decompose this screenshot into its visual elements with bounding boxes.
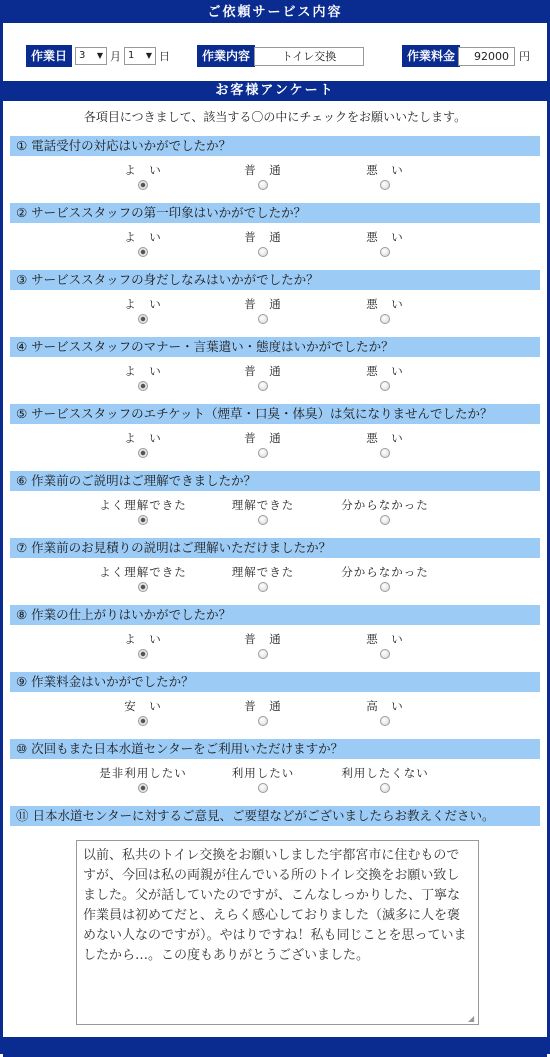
radio-button[interactable]	[380, 448, 390, 458]
answer-option	[315, 364, 455, 391]
option-label: よ い	[124, 297, 162, 311]
answer-option	[193, 632, 333, 659]
survey-header: お客様アンケート	[3, 81, 547, 101]
question-6: ⑥ 作業前のご説明はご理解できましたか？	[10, 471, 540, 491]
service-header: ご依頼サービス内容	[3, 3, 547, 23]
radio-button[interactable]	[138, 180, 148, 190]
radio-button[interactable]	[258, 515, 268, 525]
radio-button[interactable]	[380, 783, 390, 793]
answer-option	[193, 297, 333, 324]
radio-button[interactable]	[258, 716, 268, 726]
radio-button[interactable]	[138, 716, 148, 726]
option-label: 悪 い	[366, 364, 404, 378]
option-label: 悪 い	[366, 230, 404, 244]
radio-button[interactable]	[380, 582, 390, 592]
option-label: 高 い	[366, 699, 404, 713]
fee-label: 作業料金	[402, 45, 460, 67]
answer-option	[315, 431, 455, 458]
radio-button[interactable]	[258, 582, 268, 592]
answer-option	[73, 431, 213, 458]
answer-option	[193, 163, 333, 190]
answer-option	[315, 565, 455, 592]
question-4: ④ サービススタッフのマナー・言葉遣い・態度はいかがでしたか？	[10, 337, 540, 357]
resize-grip-icon[interactable]: ◢	[468, 1014, 475, 1023]
answer-option	[193, 766, 333, 793]
day-select[interactable]: 1 ▼	[124, 47, 156, 65]
answer-option	[315, 498, 455, 525]
radio-button[interactable]	[380, 649, 390, 659]
answer-option	[73, 297, 213, 324]
option-label: 普 通	[244, 431, 282, 445]
radio-button[interactable]	[258, 314, 268, 324]
service-details	[3, 23, 547, 81]
option-label: 安 い	[124, 699, 162, 713]
radio-button[interactable]	[380, 180, 390, 190]
radio-button[interactable]	[380, 716, 390, 726]
option-label: よ い	[124, 230, 162, 244]
answer-option	[193, 498, 333, 525]
day-unit: 日	[159, 50, 170, 63]
answer-option	[315, 632, 455, 659]
radio-button[interactable]	[380, 314, 390, 324]
radio-button[interactable]	[258, 180, 268, 190]
radio-button[interactable]	[138, 515, 148, 525]
question-3: ③ サービススタッフの身だしなみはいかがでしたか？	[10, 270, 540, 290]
date-label: 作業日	[26, 45, 72, 67]
option-label: 普 通	[244, 364, 282, 378]
radio-button[interactable]	[138, 783, 148, 793]
question-7: ⑦ 作業前のお見積りの説明はご理解いただけましたか？	[10, 538, 540, 558]
radio-button[interactable]	[138, 314, 148, 324]
answer-option	[73, 230, 213, 257]
option-label: 理解できた	[231, 498, 295, 512]
option-label: よ い	[124, 431, 162, 445]
answer-option	[73, 565, 213, 592]
answer-option	[193, 565, 333, 592]
question-10: ⑩ 次回もまた日本水道センターをご利用いただけますか？	[10, 739, 540, 759]
option-label: 普 通	[244, 297, 282, 311]
option-label: 悪 い	[366, 297, 404, 311]
option-label: よ い	[124, 163, 162, 177]
option-label: 悪 い	[366, 632, 404, 646]
radio-button[interactable]	[258, 381, 268, 391]
question-9: ⑨ 作業料金はいかがでしたか？	[10, 672, 540, 692]
answer-option	[193, 230, 333, 257]
answer-option	[315, 699, 455, 726]
option-label: 悪 い	[366, 431, 404, 445]
radio-button[interactable]	[380, 381, 390, 391]
answer-option	[73, 766, 213, 793]
answer-option	[73, 699, 213, 726]
month-unit: 月	[110, 50, 121, 63]
survey-instruction: 各項目につきまして、該当する〇の中にチェックをお願いいたします。	[83, 110, 467, 124]
comment-textarea[interactable]: 以前、私共のトイレ交換をお願いしました宇都宮市に住むものですが、今回は私の両親が住んでいる所のトイレ交換をお願い致しました。父が話していたのですが、こんなしっかりした、丁寧な作業員は初めてだと、えらく感心しておりました（滅多に人を褒めない人なのですが）。やはりですね！私も同じことを思っていましたから…。この度もありがとうございました。	[76, 840, 479, 1025]
option-label: 普 通	[244, 699, 282, 713]
option-label: 是非利用したい	[99, 766, 187, 780]
radio-button[interactable]	[380, 515, 390, 525]
answer-option	[315, 230, 455, 257]
work-field[interactable]: トイレ交換	[254, 47, 364, 66]
option-label: 利用したくない	[341, 766, 429, 780]
radio-button[interactable]	[380, 247, 390, 257]
answer-option	[193, 364, 333, 391]
option-label: よ い	[124, 632, 162, 646]
work-label: 作業内容	[197, 45, 255, 67]
answer-option	[193, 699, 333, 726]
radio-button[interactable]	[258, 247, 268, 257]
option-label: 利用したい	[231, 766, 295, 780]
radio-button[interactable]	[138, 381, 148, 391]
option-label: よ い	[124, 364, 162, 378]
option-label: よく理解できた	[99, 565, 187, 579]
radio-button[interactable]	[258, 783, 268, 793]
option-label: 普 通	[244, 632, 282, 646]
chevron-down-icon: ▼	[96, 51, 103, 60]
answer-option	[315, 163, 455, 190]
footer-bar	[3, 1037, 547, 1057]
option-label: よく理解できた	[99, 498, 187, 512]
answer-option	[73, 632, 213, 659]
answer-option	[73, 498, 213, 525]
fee-field[interactable]: 92000	[458, 47, 515, 66]
answer-option	[193, 431, 333, 458]
question-5: ⑤ サービススタッフのエチケット（煙草・口臭・体臭）は気になりませんでしたか？	[10, 404, 540, 424]
answer-option	[73, 364, 213, 391]
radio-button[interactable]	[138, 448, 148, 458]
option-label: 普 通	[244, 163, 282, 177]
option-label: 悪 い	[366, 163, 404, 177]
answer-option	[73, 163, 213, 190]
radio-button[interactable]	[138, 247, 148, 257]
question-1: ① 電話受付の対応はいかがでしたか？	[10, 136, 540, 156]
question-2: ② サービススタッフの第一印象はいかがでしたか？	[10, 203, 540, 223]
chevron-down-icon: ▼	[145, 51, 152, 60]
option-label: 理解できた	[231, 565, 295, 579]
month-select[interactable]: 3 ▼	[75, 47, 107, 65]
comment-question: ⑪ 日本水道センターに対するご意見、ご要望などがございましたらお教えください。	[10, 806, 540, 826]
option-label: 分からなかった	[341, 498, 429, 512]
question-8: ⑧ 作業の仕上がりはいかがでしたか？	[10, 605, 540, 625]
answer-option	[315, 766, 455, 793]
radio-button[interactable]	[138, 582, 148, 592]
radio-button[interactable]	[138, 649, 148, 659]
option-label: 普 通	[244, 230, 282, 244]
option-label: 分からなかった	[341, 565, 429, 579]
radio-button[interactable]	[258, 448, 268, 458]
answer-option	[315, 297, 455, 324]
radio-button[interactable]	[258, 649, 268, 659]
fee-unit: 円	[519, 50, 530, 63]
